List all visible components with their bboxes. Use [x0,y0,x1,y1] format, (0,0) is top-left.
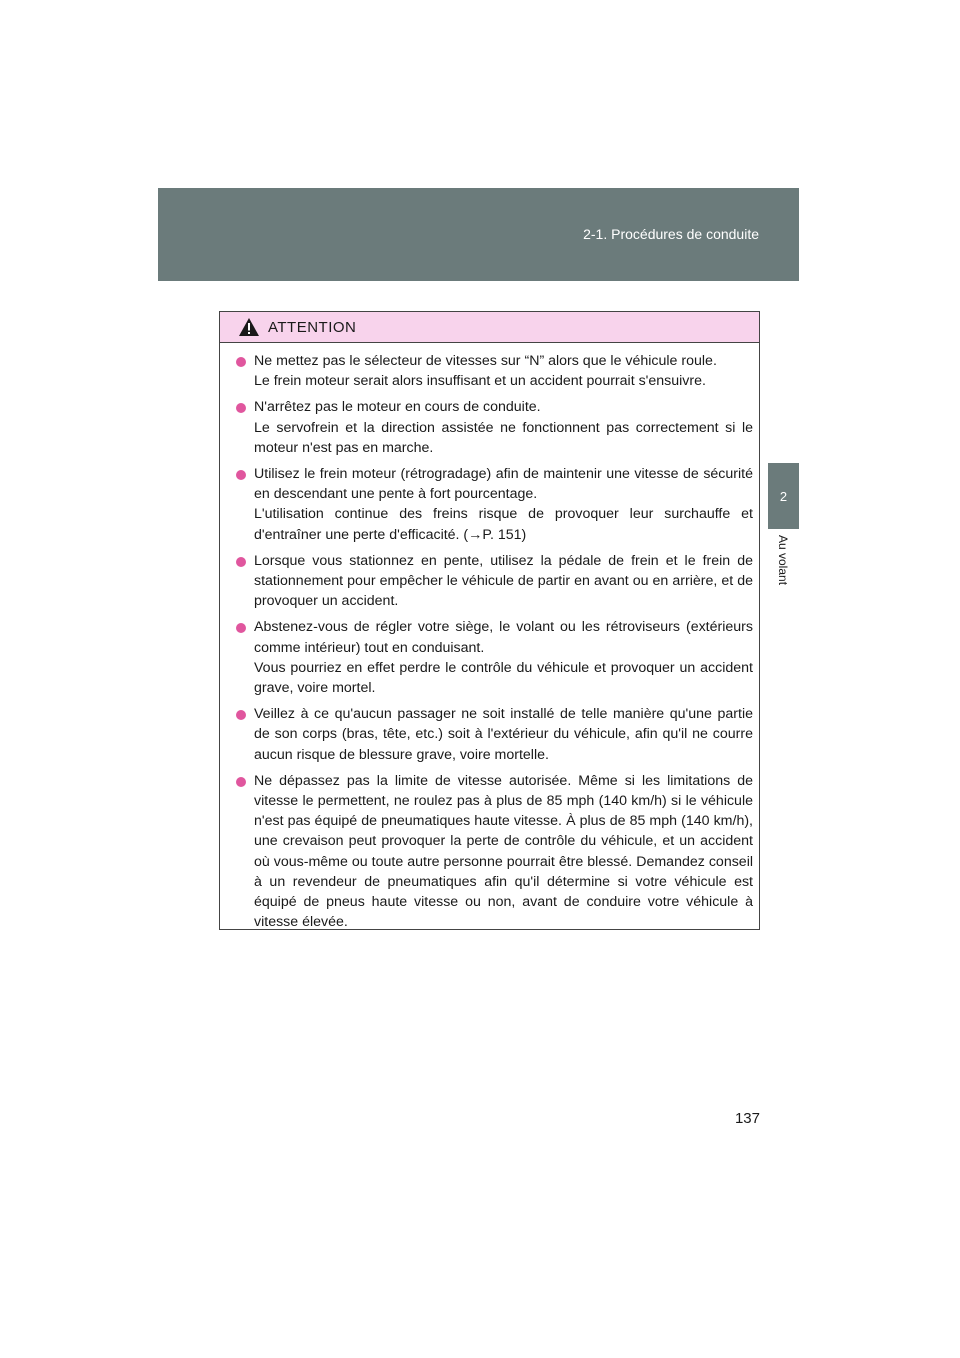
warning-box [219,311,760,930]
warning-text: L'utilisation continue des freins risque de provoquer leur surchauffe et d'entraîner une perte d'efficacité. (→P. 151) [254,506,753,543]
header-band [158,188,799,281]
warning-list [220,343,759,932]
bullet-icon [236,557,246,567]
bullet-icon [236,357,246,367]
warning-item [236,464,753,545]
section-title: 2-1. Procédures de conduite [583,226,759,242]
bullet-icon [236,403,246,413]
warning-text: Vous pourriez en effet perdre le contrôle du véhicule et provoquer un accident grave, voire mortel. [254,659,753,697]
warning-item [236,397,753,458]
bullet-icon [236,623,246,633]
warning-item [236,704,753,765]
warning-triangle-icon [238,317,260,337]
warning-item [236,551,753,612]
warning-text: Utilisez le frein moteur (rétrogradage) afin de maintenir une vitesse de sécurité en descendant une pente à fort pourcentage. [254,466,753,503]
warning-text: Ne mettez pas le sélecteur de vitesses sur “N” alors que le véhicule roule. [254,353,717,369]
warning-text: Abstenez-vous de régler votre siège, le volant ou les rétroviseurs (extérieurs comme intérieur) tout en conduisant. [254,619,753,656]
chapter-label: Au volant [776,535,790,586]
bullet-icon [236,777,246,787]
warning-header [220,312,759,343]
bullet-icon [236,710,246,720]
warning-text: Le frein moteur serait alors insuffisant et un accident pourrait s'ensuivre. [254,373,706,390]
warning-text: Lorsque vous stationnez en pente, utilisez la pédale de frein et le frein de stationnement pour empêcher le véhicule de partir en avant ou en arrière, et de provoquer un accident. [254,552,753,610]
page-number: 137 [734,1110,760,1127]
warning-text: Le servofrein et la direction assistée ne fonctionnent pas correctement si le moteur n'est pas en marche. [254,419,753,456]
warning-text: Ne dépassez pas la limite de vitesse autorisée. Même si les limitations de vitesse le permettent, ne roulez pas à plus de 85 mph (140 km/h) si le véhicule n'est pas équipé de pneumatiques haute vitesse. À plus de 85 mph (140 km/h), une crevaison peut provoquer la perte de contrôle du véhicule, et un accident où vous-même ou toute autre personne pourrait être blessé. Demandez conseil à un revendeur de pneumatiques afin qu'il détermine si votre véhicule est équipé de pneus haute vitesse ou non, avant de conduire votre véhicule à vitesse élevée. [254,772,753,931]
warning-item [236,617,753,698]
bullet-icon [236,470,246,480]
warning-text: N'arrêtez pas le moteur en cours de conduite. [254,399,541,416]
warning-title: ATTENTION [268,318,357,336]
warning-item [236,351,753,391]
warning-item [236,771,753,933]
chapter-number: 2 [779,488,788,504]
warning-text: Veillez à ce qu'aucun passager ne soit installé de telle manière qu'une partie de son corps (bras, tête, etc.) soit à l'extérieur du véhicule, afin qu'il ne courre aucun risque de blessure grave, voire mortelle. [254,706,753,763]
chapter-tab [768,463,799,529]
